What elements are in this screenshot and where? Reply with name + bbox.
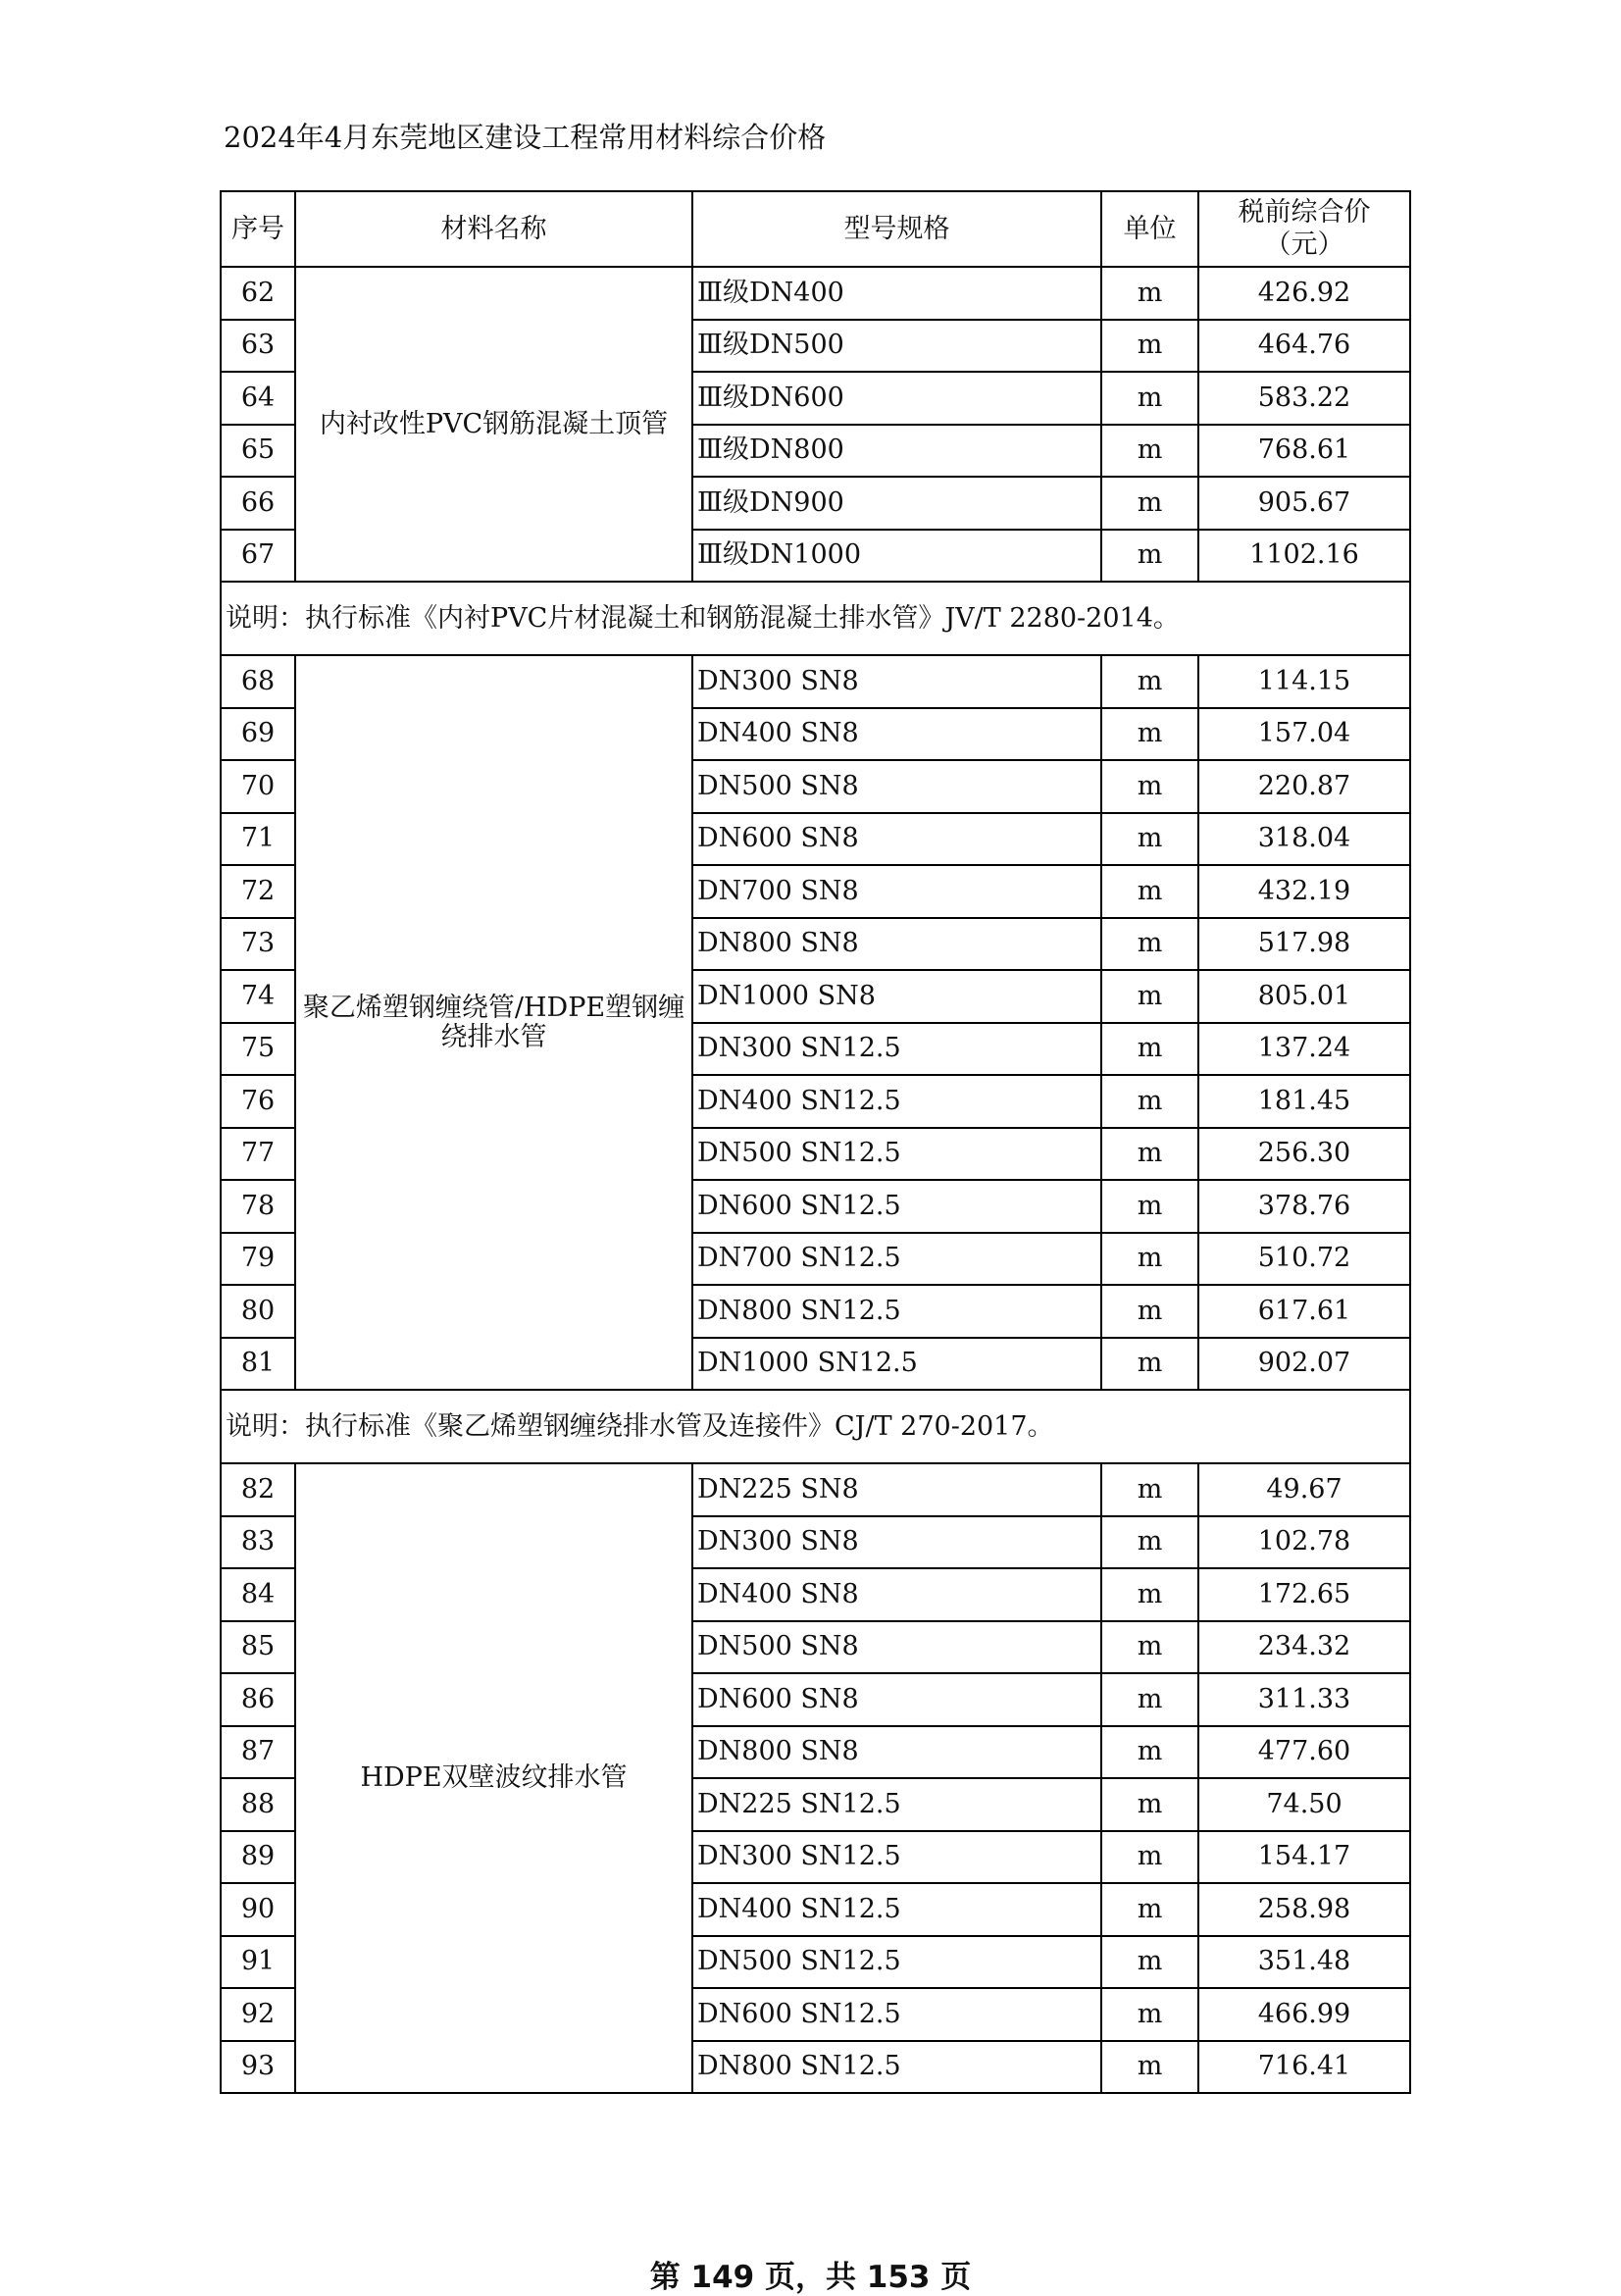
spec-cell: Ⅲ级DN800 [692,425,1101,478]
page-footer: 第 149 页，共 153 页 [649,2260,972,2295]
unit-cell: m [1101,918,1198,971]
standard-note: 说明：执行标准《内衬PVC片材混凝土和钢筋混凝土排水管》JV/T 2280-2014。 [221,582,1410,655]
price-cell: 311.33 [1198,1673,1410,1726]
unit-cell: m [1101,530,1198,583]
spec-cell: DN400 SN8 [692,1568,1101,1621]
spec-cell: Ⅲ级DN1000 [692,530,1101,583]
spec-cell: DN1000 SN12.5 [692,1338,1101,1391]
unit-cell: m [1101,1338,1198,1391]
seq-cell: 62 [221,267,295,320]
spec-cell: DN500 SN12.5 [692,1128,1101,1181]
seq-cell: 89 [221,1831,295,1884]
header-spec: 型号规格 [692,191,1101,267]
unit-cell: m [1101,1128,1198,1181]
price-cell: 220.87 [1198,760,1410,813]
spec-cell: Ⅲ级DN500 [692,320,1101,373]
seq-cell: 75 [221,1023,295,1076]
price-cell: 378.76 [1198,1180,1410,1233]
spec-cell: DN800 SN8 [692,1726,1101,1779]
spec-cell: DN700 SN12.5 [692,1233,1101,1286]
seq-cell: 82 [221,1463,295,1516]
spec-cell: DN400 SN12.5 [692,1075,1101,1128]
note-row [221,1390,1410,1463]
spec-cell: DN800 SN8 [692,918,1101,971]
unit-cell: m [1101,760,1198,813]
unit-cell: m [1101,1831,1198,1884]
spec-cell: DN300 SN8 [692,1516,1101,1569]
spec-cell: DN300 SN8 [692,655,1101,708]
spec-cell: Ⅲ级DN400 [692,267,1101,320]
unit-cell: m [1101,1463,1198,1516]
price-cell: 1102.16 [1198,530,1410,583]
seq-cell: 93 [221,2041,295,2094]
seq-cell: 69 [221,708,295,761]
seq-cell: 88 [221,1778,295,1831]
table-header-row [221,191,1410,267]
table-body [221,267,1410,2093]
price-cell: 617.61 [1198,1285,1410,1338]
spec-cell: DN225 SN8 [692,1463,1101,1516]
unit-cell: m [1101,1023,1198,1076]
spec-cell: DN500 SN8 [692,760,1101,813]
unit-cell: m [1101,267,1198,320]
seq-cell: 80 [221,1285,295,1338]
spec-cell: DN700 SN8 [692,865,1101,918]
unit-cell: m [1101,1621,1198,1674]
spec-cell: DN600 SN8 [692,813,1101,866]
price-table [220,190,1411,2094]
price-cell: 172.65 [1198,1568,1410,1621]
header-price [1198,191,1410,267]
price-cell: 805.01 [1198,970,1410,1023]
page-title: 2024年4月东莞地区建设工程常用材料综合价格 [224,121,827,154]
price-cell: 318.04 [1198,813,1410,866]
spec-cell: Ⅲ级DN600 [692,372,1101,425]
unit-cell: m [1101,865,1198,918]
unit-cell: m [1101,1883,1198,1936]
spec-cell: DN225 SN12.5 [692,1778,1101,1831]
price-cell: 256.30 [1198,1128,1410,1181]
seq-cell: 64 [221,372,295,425]
spec-cell: DN600 SN12.5 [692,1988,1101,2041]
seq-cell: 86 [221,1673,295,1726]
spec-cell: DN600 SN12.5 [692,1180,1101,1233]
unit-cell: m [1101,1180,1198,1233]
price-cell: 432.19 [1198,865,1410,918]
price-cell: 716.41 [1198,2041,1410,2094]
price-cell: 466.99 [1198,1988,1410,2041]
unit-cell: m [1101,1988,1198,2041]
table-row [221,1463,1410,1516]
price-cell: 768.61 [1198,425,1410,478]
unit-cell: m [1101,1726,1198,1779]
seq-cell: 65 [221,425,295,478]
price-cell: 102.78 [1198,1516,1410,1569]
price-cell: 137.24 [1198,1023,1410,1076]
seq-cell: 70 [221,760,295,813]
unit-cell: m [1101,477,1198,530]
unit-cell: m [1101,1778,1198,1831]
spec-cell: DN300 SN12.5 [692,1023,1101,1076]
price-cell: 181.45 [1198,1075,1410,1128]
price-cell: 902.07 [1198,1338,1410,1391]
spec-cell: DN500 SN12.5 [692,1936,1101,1989]
seq-cell: 73 [221,918,295,971]
standard-note: 说明：执行标准《聚乙烯塑钢缠绕排水管及连接件》CJ/T 270-2017。 [221,1390,1410,1463]
price-cell: 477.60 [1198,1726,1410,1779]
price-cell: 517.98 [1198,918,1410,971]
unit-cell: m [1101,1233,1198,1286]
table-row [221,655,1410,708]
seq-cell: 85 [221,1621,295,1674]
header-price-line1: 税前综合价 [1238,197,1371,229]
price-cell: 114.15 [1198,655,1410,708]
price-cell: 464.76 [1198,320,1410,373]
header-seq: 序号 [221,191,295,267]
price-cell: 74.50 [1198,1778,1410,1831]
seq-cell: 92 [221,1988,295,2041]
spec-cell: DN600 SN8 [692,1673,1101,1726]
price-cell: 258.98 [1198,1883,1410,1936]
seq-cell: 68 [221,655,295,708]
seq-cell: 67 [221,530,295,583]
seq-cell: 77 [221,1128,295,1181]
unit-cell: m [1101,813,1198,866]
unit-cell: m [1101,2041,1198,2094]
unit-cell: m [1101,320,1198,373]
seq-cell: 81 [221,1338,295,1391]
price-cell: 583.22 [1198,372,1410,425]
seq-cell: 79 [221,1233,295,1286]
unit-cell: m [1101,1285,1198,1338]
unit-cell: m [1101,708,1198,761]
seq-cell: 63 [221,320,295,373]
price-cell: 351.48 [1198,1936,1410,1989]
spec-cell: Ⅲ级DN900 [692,477,1101,530]
seq-cell: 83 [221,1516,295,1569]
unit-cell: m [1101,970,1198,1023]
spec-cell: DN300 SN12.5 [692,1831,1101,1884]
price-cell: 510.72 [1198,1233,1410,1286]
seq-cell: 84 [221,1568,295,1621]
header-price-line2: （元） [1264,229,1344,260]
header-unit: 单位 [1101,191,1198,267]
seq-cell: 91 [221,1936,295,1989]
seq-cell: 71 [221,813,295,866]
unit-cell: m [1101,1075,1198,1128]
table-row [221,267,1410,320]
spec-cell: DN1000 SN8 [692,970,1101,1023]
unit-cell: m [1101,1516,1198,1569]
price-cell: 905.67 [1198,477,1410,530]
seq-cell: 72 [221,865,295,918]
spec-cell: DN400 SN8 [692,708,1101,761]
seq-cell: 78 [221,1180,295,1233]
unit-cell: m [1101,1673,1198,1726]
unit-cell: m [1101,372,1198,425]
price-cell: 426.92 [1198,267,1410,320]
spec-cell: DN500 SN8 [692,1621,1101,1674]
seq-cell: 90 [221,1883,295,1936]
price-cell: 234.32 [1198,1621,1410,1674]
note-row [221,582,1410,655]
spec-cell: DN800 SN12.5 [692,2041,1101,2094]
seq-cell: 66 [221,477,295,530]
header-name: 材料名称 [295,191,692,267]
price-cell: 49.67 [1198,1463,1410,1516]
unit-cell: m [1101,1936,1198,1989]
material-name-cell: 聚乙烯塑钢缠绕管/HDPE塑钢缠绕排水管 [295,655,692,1390]
seq-cell: 74 [221,970,295,1023]
spec-cell: DN800 SN12.5 [692,1285,1101,1338]
seq-cell: 87 [221,1726,295,1779]
material-name-cell: 内衬改性PVC钢筋混凝土顶管 [295,267,692,582]
unit-cell: m [1101,655,1198,708]
unit-cell: m [1101,1568,1198,1621]
price-cell: 157.04 [1198,708,1410,761]
material-name-cell: HDPE双壁波纹排水管 [295,1463,692,2093]
price-cell: 154.17 [1198,1831,1410,1884]
seq-cell: 76 [221,1075,295,1128]
spec-cell: DN400 SN12.5 [692,1883,1101,1936]
unit-cell: m [1101,425,1198,478]
